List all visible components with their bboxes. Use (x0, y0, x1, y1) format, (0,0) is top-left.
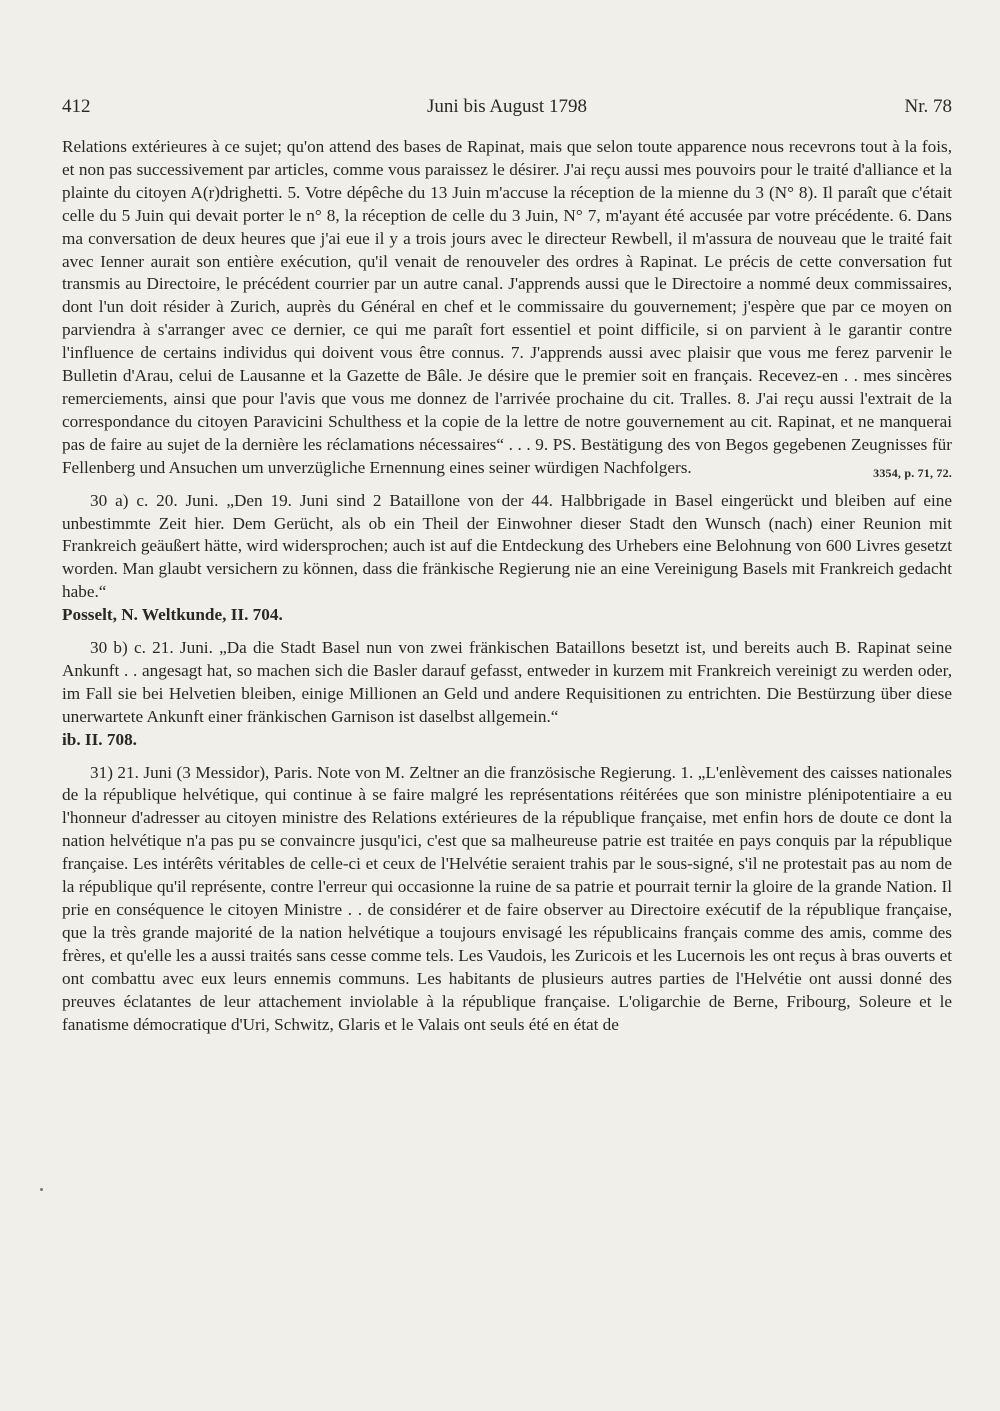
paragraph-text: Relations extérieures à ce sujet; qu'on attend des bases de Rapinat, mais que selon toute apparence nous recevrons tout à la fois, et non pas successivement par articles, comme vous paraissez le désirer. J'ai reçu aussi mes pouvoirs pour le traité d'alliance et la plainte du citoyen A(r)drighetti. 5. Votre dépêche du 13 Juin m'accuse la réception de la mienne du 3 (N° 8). Il paraît que c'était celle du 5 Juin qui devait porter le n° 8, la réception de celle du 3 Juin, N° 7, m'ayant été accusée par votre précédente. 6. Dans ma conversation de deux heures que j'ai eue il y a trois jours avec le directeur Rewbell, il m'assura de nouveau que le traité fait avec Ienner aurait son entière exécution, qu'il venait de renouveler des ordres à Rapinat. Le précis de cette conversation fut transmis au Directoire, le précédent courrier par un autre canal. J'apprends aussi que le Directoire a nommé deux commissaires, dont l'un doit résider à Zurich, auprès du Général en chef et le commissaire du gouvernement; j'espère que par ce moyen on parviendra à s'arranger avec ce dernier, ce qui me paraît fort essentiel et point difficile, si on parvient à le garantir contre l'influence de certains individus qui doivent vous être connus. 7. J'apprends aussi avec plaisir que vous me ferez parvenir le Bulletin d'Arau, celui de Lausanne et la Gazette de Bâle. Je désire que le premier soit en français. Recevez-en . . mes sincères remerciements, ainsi que pour l'avis que vous me donnez de l'arrivée prochaine du cit. Tralles. 8. J'ai reçu aussi l'extrait de la correspondance du citoyen Paravicini Schulthess et la copie de la lettre de notre gouvernement au cit. Rapinat, et ne manquerai pas de faire au sujet de la dernière les réclamations nécessaires“ . . . 9. PS. Bestätigung des von Begos gegebenen Zeugnisses für Fellenberg und Ansuchen um unverzügliche Ernennung eines seiner würdigen Nachfolgers. (62, 137, 952, 477)
source-citation: ib. II. 708. (62, 729, 137, 749)
source-citation: 3354, p. 71, 72. (873, 465, 952, 480)
paragraph-continuation (62, 136, 952, 480)
entry-30b: 30 b) c. 21. Juni. „Da die Stadt Basel nun von zwei fränkischen Bataillons besetzt ist, und bereits auch B. Rapinat seine Ankunft . . angesagt hat, so machen sich die Basler darauf gefasst, entweder in kurzem mit Frankreich vereinigt zu werden oder, im Fall sie bei Helvetien bleiben, einige Millionen an Geld und andere Requisitionen zu entrichten. Die Bestürzung über diese unerwartete Ankunft einer fränkischen Garnison ist daselbst allgemein.“ (62, 638, 952, 726)
page-number: 412 (62, 96, 91, 117)
document-page (62, 96, 952, 1036)
source-citation: Posselt, N. Weltkunde, II. 704. (62, 605, 283, 625)
document-number: Nr. 78 (904, 96, 952, 117)
page-header (62, 96, 952, 136)
page-body (62, 136, 952, 1036)
entry-31: 31) 21. Juni (3 Messidor), Paris. Note von M. Zeltner an die französische Regierung. 1. „L'enlèvement des caisses nationales de la république helvétique, qui continue à se faire malgré les représentations réitérées que son ministre plénipotentiaire a eu l'honneur d'adresser au citoyen ministre des Relations extérieures de la république française, met enfin hors de doute ce dont la nation helvétique n'a pas pu se convaincre jusqu'ici, c'est que sa malheureuse patrie est traitée en pays conquis par la république française. Les intérêts véritables de celle-ci et ceux de l'Helvétie seraient trahis par le sous-signé, s'il ne protestait pas au nom de la république qu'il représente, contre l'erreur qui occasionne la ruine de sa patrie et pourrait ternir la gloire de la grande Nation. Il prie en conséquence le citoyen Ministre . . de considérer et de faire observer au Directoire exécutif de la république française, que la très grande majorité de la nation helvétique a toujours envisagé les républicains français comme des amis, comme des frères, et qu'elle les a aussi traités sans cesse comme tels. Les Vaudois, les Zuricois et les Lucernois les ont reçus à bras ouverts et ont combattu avec eux leurs ennemis communs. Les habitants de plusieurs autres parties de l'Helvétie ont aussi donné des preuves éclatantes de leur attachement inviolable à la république française. L'oligarchie de Berne, Fribourg, Soleure et le fanatisme démocratique d'Uri, Schwitz, Glaris et le Valais ont seuls été en état de (62, 762, 952, 1034)
paper-speck (40, 1188, 43, 1191)
running-title: Juni bis August 1798 (427, 96, 587, 117)
entry-30a: 30 a) c. 20. Juni. „Den 19. Juni sind 2 Bataillone von der 44. Halbbrigade in Basel eingerückt und bleiben auf eine unbestimmte Zeit hier. Dem Gerücht, als ob ein Theil der Einwohner dieser Stadt den Wunsch (nach) einer Reunion mit Frankreich geäußert hätte, wird widersprochen; auch ist auf die Entdeckung des Urhebers eine Belohnung von 600 Livres gesetzt worden. Man glaubt versichern zu können, dass die fränkische Regierung nie an eine Vereinigung Basels mit Frankreich gedacht habe.“ (62, 490, 952, 602)
